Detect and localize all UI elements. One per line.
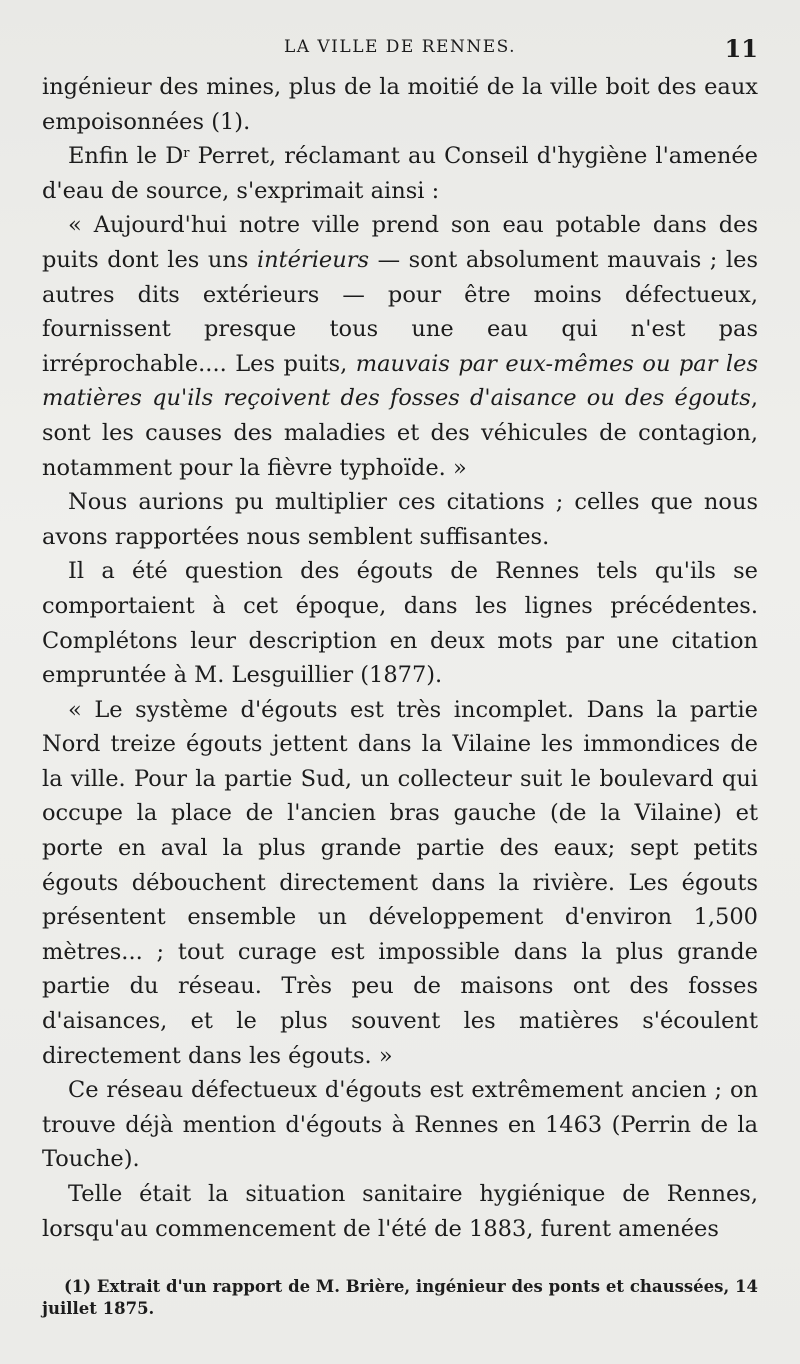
text-run: — sont absolument mauvais ; les autres dits extérieurs — pour être moins défectueux, fournissent presque tous une eau qui n'est pas irréprochable.... Les puits, xyxy=(42,246,758,377)
paragraph xyxy=(42,139,758,208)
paragraph xyxy=(42,554,758,692)
text-run: « Aujourd'hui notre ville prend son eau potable dans des puits dont les uns xyxy=(42,212,758,273)
italic-text: mauvais par eux-mêmes ou par les matières qu'ils reçoivent des fosses d'aisance ou des égouts xyxy=(42,350,758,412)
footnotes xyxy=(42,1276,758,1320)
page-number: 11 xyxy=(724,34,758,63)
superscript: r xyxy=(183,146,190,162)
text-run: Nous aurions pu multiplier ces citations ; celles que nous avons rapportées nous semblent suffisantes. xyxy=(42,489,758,550)
page-header xyxy=(40,34,760,64)
body-text xyxy=(42,70,758,1246)
text-run: Ce réseau défectueux d'égouts est extrêmement ancien ; on trouve déjà mention d'égouts à Rennes en 1463 (Perrin de la Touche). xyxy=(42,1077,758,1173)
paragraph xyxy=(42,208,758,485)
text-run: Telle était la situation sanitaire hygiénique de Rennes, lorsqu'au commencement de l'été de 1883, furent amenées xyxy=(42,1181,758,1242)
italic-text: intérieurs xyxy=(256,246,370,273)
text-run: , sont les causes des maladies et des véhicules de contagion, notamment pour la fièvre typhoïde. » xyxy=(42,385,758,481)
footnote: (1) Extrait d'un rapport de M. Brière, ingénieur des ponts et chaussées, 14 juillet 1875. xyxy=(42,1277,758,1318)
text-run: Enfin le D xyxy=(68,143,184,170)
text-run: Perret, réclamant au Conseil d'hygiène l'amenée d'eau de source, s'exprimait ainsi : xyxy=(42,143,758,204)
paragraph xyxy=(42,693,758,1074)
paragraph xyxy=(42,1073,758,1177)
paragraph xyxy=(42,485,758,554)
text-run: Il a été question des égouts de Rennes tels qu'ils se comportaient à cet époque, dans les lignes précédentes. Complétons leur description en deux mots par une citation empruntée à M. Lesguillier (1877). xyxy=(42,558,758,689)
running-title: LA VILLE DE RENNES. xyxy=(283,37,517,57)
paragraph xyxy=(42,70,758,139)
paragraph xyxy=(42,1177,758,1246)
text-run: ingénieur des mines, plus de la moitié de la ville boit des eaux empoisonnées (1). xyxy=(42,74,758,135)
text-run: « Le système d'égouts est très incomplet. Dans la partie Nord treize égouts jettent dans la Vilaine les immondices de la ville. Pour la partie Sud, un collecteur suit le boulevard qui occupe la place de l'ancien bras gauche (de la Vilaine) et porte en aval la plus grande partie des eaux; sept petits égouts débouchent directement dans la rivière. Les égouts présentent ensemble un développement d'environ 1,500 mètres... ; tout curage est impossible dans la plus grande partie du réseau. Très peu de maisons ont des fosses d'aisances, et le plus souvent les matières s'écoulent directement dans les égouts. » xyxy=(42,696,758,1069)
